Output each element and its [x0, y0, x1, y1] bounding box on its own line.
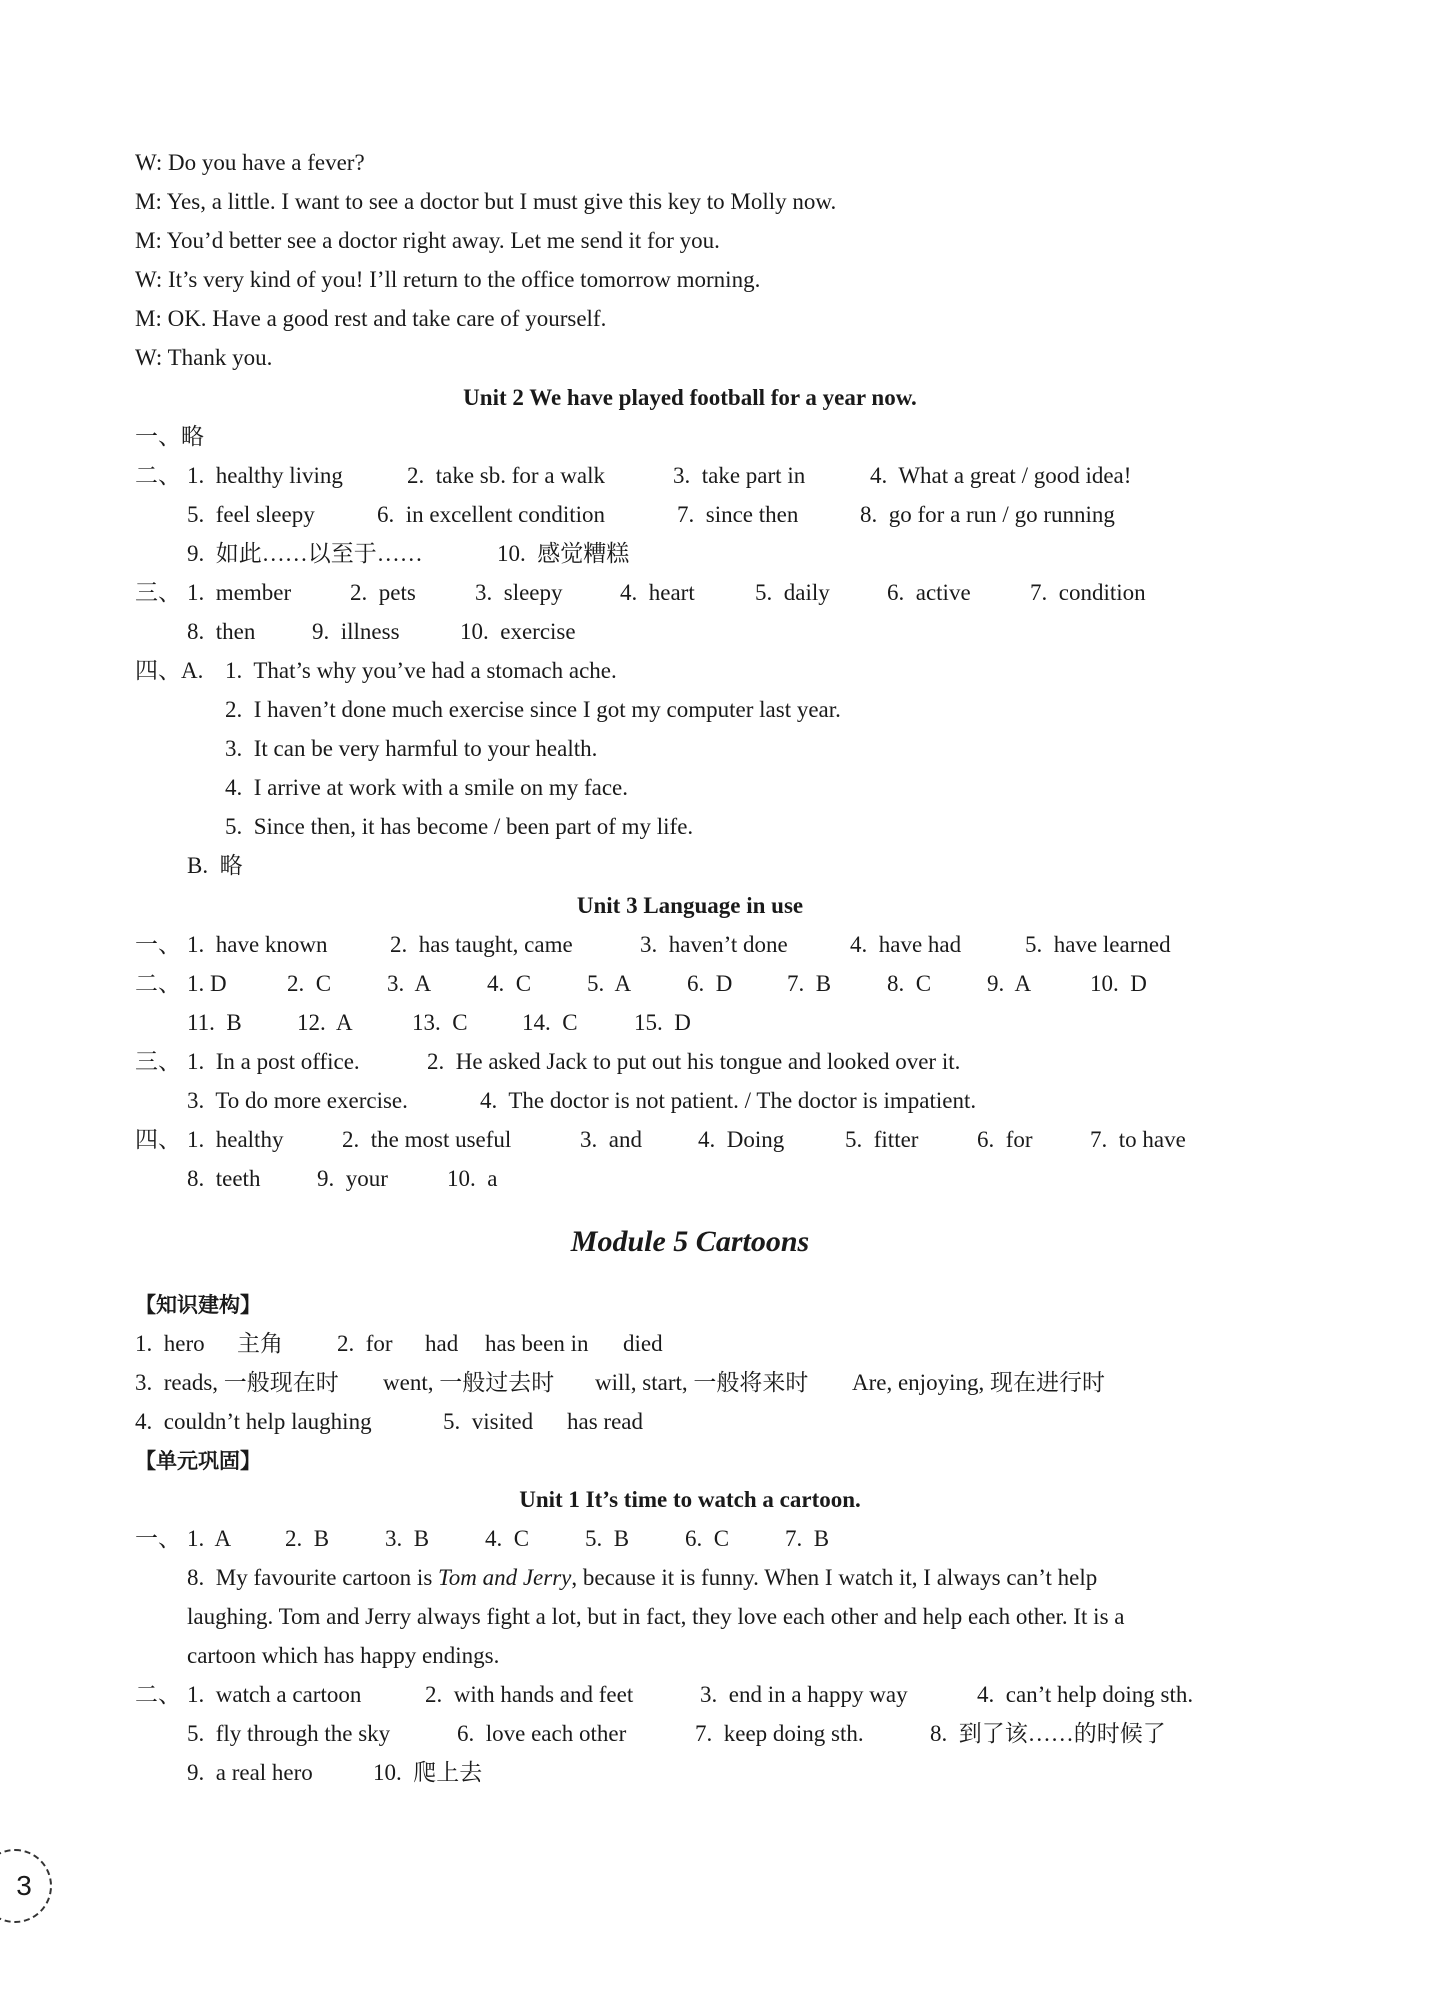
knowledge-item: 3. reads, 一般现在时	[135, 1370, 339, 1395]
unit-title: Unit 2 We have played football for a year now.	[463, 385, 917, 410]
answer-item: 8. then	[187, 619, 256, 644]
module-title: Module 5 Cartoons	[570, 1225, 810, 1258]
answer-item: 1. watch a cartoon	[187, 1682, 362, 1707]
answer-paragraph-line: cartoon which has happy endings.	[187, 1643, 500, 1668]
answer-item: 4. C	[485, 1526, 530, 1551]
answer-item: 2. C	[287, 971, 332, 996]
answer-item: 2. B	[285, 1526, 330, 1551]
answer-item: 3. To do more exercise.	[187, 1088, 408, 1113]
answer-item: 2. He asked Jack to put out his tongue and looked over it.	[427, 1049, 961, 1074]
answer-item: 6. for	[977, 1127, 1033, 1152]
answer-item: 3. It can be very harmful to your health.	[225, 736, 598, 761]
answer-item: 8. 到了该……的时候了	[930, 1721, 1166, 1746]
answer-item: 9. a real hero	[187, 1760, 313, 1785]
answer-item: 3. end in a happy way	[700, 1682, 908, 1707]
answer-item: 7. to have	[1090, 1127, 1186, 1152]
answer-item: 1. In a post office.	[187, 1049, 360, 1074]
answer-item: 4. can’t help doing sth.	[977, 1682, 1194, 1707]
answer-item: 2. pets	[350, 580, 416, 605]
answer-item: 3. take part in	[673, 463, 806, 488]
answer-item: 6. active	[887, 580, 971, 605]
answer-item: 1. healthy	[187, 1127, 284, 1152]
answer-item: 7. keep doing sth.	[695, 1721, 864, 1746]
knowledge-item: Are, enjoying, 现在进行时	[852, 1370, 1105, 1395]
knowledge-item: 4. couldn’t help laughing	[135, 1409, 372, 1434]
unit-title: Unit 1 It’s time to watch a cartoon.	[519, 1487, 861, 1512]
answer-item: 5. B	[585, 1526, 630, 1551]
knowledge-item: died	[623, 1331, 663, 1356]
answer-item: 5. daily	[755, 580, 830, 605]
section-label: 一、略	[135, 424, 204, 449]
answer-item: 4. C	[487, 971, 532, 996]
dialogue-line: M: Yes, a little. I want to see a doctor but I must give this key to Molly now.	[135, 189, 837, 214]
knowledge-item: went, 一般过去时	[383, 1370, 555, 1395]
answer-item: 6. D	[687, 971, 733, 996]
knowledge-item: will, start, 一般将来时	[595, 1370, 809, 1395]
section-header: 【单元巩固】	[135, 1449, 261, 1473]
answer-item: 4. The doctor is not patient. / The doctor is impatient.	[480, 1088, 977, 1113]
answer-item: 5. fly through the sky	[187, 1721, 391, 1746]
answer-item: 12. A	[297, 1010, 353, 1035]
answer-item: 3. and	[580, 1127, 642, 1152]
answer-item: 1. A	[187, 1526, 232, 1551]
answer-item: 9. your	[317, 1166, 388, 1191]
answer-item: 14. C	[522, 1010, 578, 1035]
answer-item: 4. I arrive at work with a smile on my face.	[225, 775, 629, 800]
answer-text: , because it is funny. When I watch it, I always can’t help	[571, 1565, 1098, 1590]
section-label: 一、	[135, 1526, 181, 1551]
answer-item: 10. D	[1090, 971, 1147, 996]
answer-paragraph-line	[187, 1563, 1097, 1593]
dialogue-line: M: You’d better see a doctor right away. Let me send it for you.	[135, 228, 720, 253]
answer-item: 7. B	[785, 1526, 830, 1551]
answer-item: 4. heart	[620, 580, 695, 605]
answer-item: 5. fitter	[845, 1127, 919, 1152]
answer-item: 7. condition	[1030, 580, 1146, 605]
cartoon-title: Tom and Jerry	[438, 1565, 572, 1590]
knowledge-item: has read	[567, 1409, 643, 1434]
answer-item: 10. a	[447, 1166, 498, 1191]
answer-item: 13. C	[412, 1010, 468, 1035]
answer-item: 7. B	[787, 971, 832, 996]
answer-item: 1. That’s why you’ve had a stomach ache.	[225, 658, 617, 683]
knowledge-item: 主角	[237, 1331, 283, 1356]
knowledge-item: had	[425, 1331, 459, 1356]
answer-item: 2. has taught, came	[390, 932, 573, 957]
dialogue-line: M: OK. Have a good rest and take care of yourself.	[135, 306, 607, 331]
answer-item: 6. in excellent condition	[377, 502, 606, 527]
answer-item: 10. exercise	[460, 619, 576, 644]
answer-item: 8. go for a run / go running	[860, 502, 1115, 527]
knowledge-item: 2. for	[337, 1331, 393, 1356]
section-label: 三、	[135, 1049, 181, 1074]
page-number: 3	[0, 1849, 52, 1923]
answer-item: 3. A	[387, 971, 432, 996]
answer-item: 11. B	[187, 1010, 242, 1035]
answer-item: 8. teeth	[187, 1166, 261, 1191]
answer-item: 2. the most useful	[342, 1127, 512, 1152]
answer-item: 8. C	[887, 971, 932, 996]
answer-text: 8. My favourite cartoon is	[187, 1565, 439, 1590]
answer-item: 4. Doing	[698, 1127, 785, 1152]
answer-item: 5. have learned	[1025, 932, 1171, 957]
section-label: 三、	[135, 580, 181, 605]
answer-item: 6. love each other	[457, 1721, 627, 1746]
knowledge-item: 1. hero	[135, 1331, 205, 1356]
section-label: 四、	[135, 1127, 181, 1152]
answer-item: 2. I haven’t done much exercise since I got my computer last year.	[225, 697, 841, 722]
knowledge-item: has been in	[485, 1331, 589, 1356]
answer-item: 7. since then	[677, 502, 799, 527]
answer-item: 5. Since then, it has become / been part of my life.	[225, 814, 694, 839]
answer-item: 3. sleepy	[475, 580, 563, 605]
dialogue-line: W: Do you have a fever?	[135, 150, 365, 175]
answer-item: 3. B	[385, 1526, 430, 1551]
section-label: 二、	[135, 1682, 181, 1707]
answer-item: 9. A	[987, 971, 1032, 996]
answer-item: 6. C	[685, 1526, 730, 1551]
answer-item: 2. take sb. for a walk	[407, 463, 605, 488]
section-label: 四、A.	[135, 658, 204, 683]
section-header: 【知识建构】	[135, 1293, 261, 1317]
answer-item: 3. haven’t done	[640, 932, 788, 957]
answer-item: 1. healthy living	[187, 463, 343, 488]
answer-item: 4. What a great / good idea!	[870, 463, 1132, 488]
answer-item: 5. feel sleepy	[187, 502, 315, 527]
answer-item: 4. have had	[850, 932, 962, 957]
answer-item: 9. 如此……以至于……	[187, 541, 423, 566]
section-label: 一、	[135, 932, 181, 957]
answer-item: 2. with hands and feet	[425, 1682, 634, 1707]
answer-item: 15. D	[634, 1010, 691, 1035]
section-label: 二、	[135, 463, 181, 488]
answer-item: 1. have known	[187, 932, 328, 957]
dialogue-line: W: It’s very kind of you! I’ll return to the office tomorrow morning.	[135, 267, 761, 292]
answer-item: 10. 爬上去	[373, 1760, 483, 1785]
knowledge-item: 5. visited	[443, 1409, 534, 1434]
answer-item: 5. A	[587, 971, 632, 996]
answer-item: 9. illness	[312, 619, 400, 644]
dialogue-line: W: Thank you.	[135, 345, 273, 370]
answer-item: 10. 感觉糟糕	[497, 541, 630, 566]
answer-item: B. 略	[187, 853, 243, 878]
answer-item: 1. member	[187, 580, 292, 605]
answer-paragraph-line: laughing. Tom and Jerry always fight a lot, but in fact, they love each other and help each other. It is a	[187, 1604, 1125, 1629]
answer-item: 1. D	[187, 971, 227, 996]
unit-title: Unit 3 Language in use	[576, 893, 804, 918]
section-label: 二、	[135, 971, 181, 996]
